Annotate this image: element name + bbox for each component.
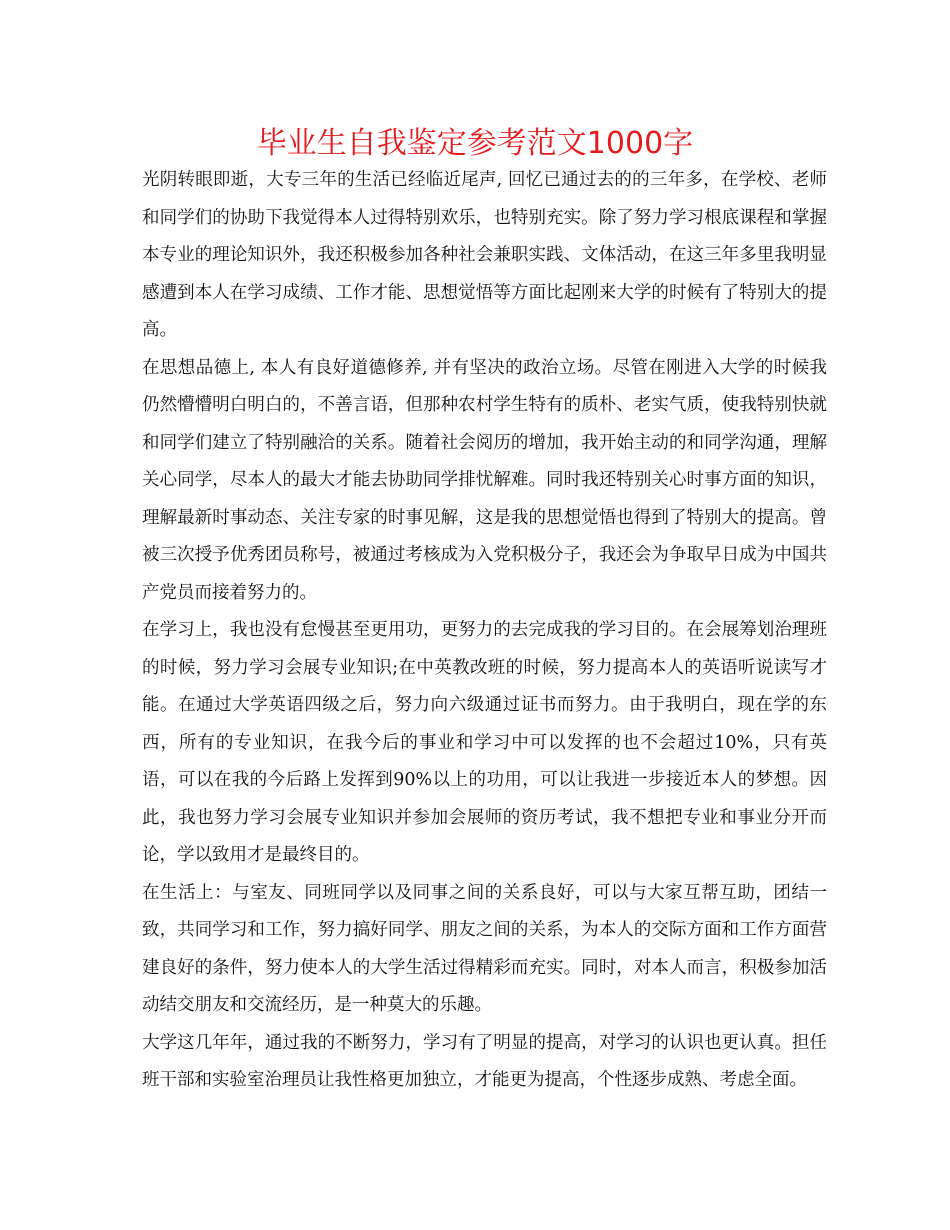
paragraph-life: 在生活上：与室友、同班同学以及同事之间的关系良好，可以与大家互帮互助，团结一致，共同学习和工作，努力搞好同学、朋友之间的关系，为本人的交际方面和工作方面营建良好的条件，努力使本人的大学生活过得精彩而充实。同时，对本人而言，积极参加活动结交朋友和交流经历，是一种莫大的乐趣。 bbox=[142, 882, 827, 1015]
paragraph-study: 在学习上，我也没有怠慢甚至更用功，更努力的去完成我的学习目的。在会展筹划治理班的时候，努力学习会展专业知识;在中英教改班的时候，努力提高本人的英语听说读写才能。在通过大学英语四级之后，努力向六级通过证书而努力。由于我明白，现在学的东西，所有的专业知识，在我今后的事业和学习中可以发挥的也不会超过10%，只有英语，可以在我的今后路上发挥到90%以上的功用，可以让我进一步接近本人的梦想。因此，我也努力学习会展专业知识并参加会展师的资历考试，我不想把专业和事业分开而论，学以致用才是最终目的。 bbox=[142, 620, 827, 865]
paragraph-ideology: 在思想品德上, 本人有良好道德修养, 并有坚决的政治立场。尽管在刚进入大学的时候我仍然懵懵明白明白的，不善言语，但那种农村学生特有的质朴、老实气质，使我特别快就和同学们建立了特别融洽的关系。随着社会阅历的增加，我开始主动的和同学沟通，理解关心同学，尽本人的最大才能去协助同学排忧解难。同时我还特别关心时事方面的知识，理解最新时事动态、关注专家的时事见解，这是我的思想觉悟也得到了特别大的提高。曾被三次授予优秀团员称号，被通过考核成为入党积极分子，我还会为争取早日成为中国共产党员而接着努力的。 bbox=[142, 357, 827, 603]
paragraph-summary: 大学这几年年，通过我的不断努力，学习有了明显的提高，对学习的认识也更认真。担任班干部和实验室治理员让我性格更加独立，才能更为提高，个性逐步成熟、考虑全面。 bbox=[142, 1032, 827, 1090]
document-body bbox=[142, 162, 827, 1100]
paragraph-intro: 光阴转眼即逝，大专三年的生活已经临近尾声, 回忆已通过去的的三年多，在学校、老师和同学们的协助下我觉得本人过得特别欢乐，也特别充实。除了努力学习根底课程和掌握本专业的理论知识外，我还积极参加各种社会兼职实践、文体活动，在这三年多里我明显感遭到本人在学习成绩、工作才能、思想觉悟等方面比起刚来大学的时候有了特别大的提高。 bbox=[142, 170, 827, 340]
document-title: 毕业生自我鉴定参考范文1000字 bbox=[256, 126, 694, 161]
